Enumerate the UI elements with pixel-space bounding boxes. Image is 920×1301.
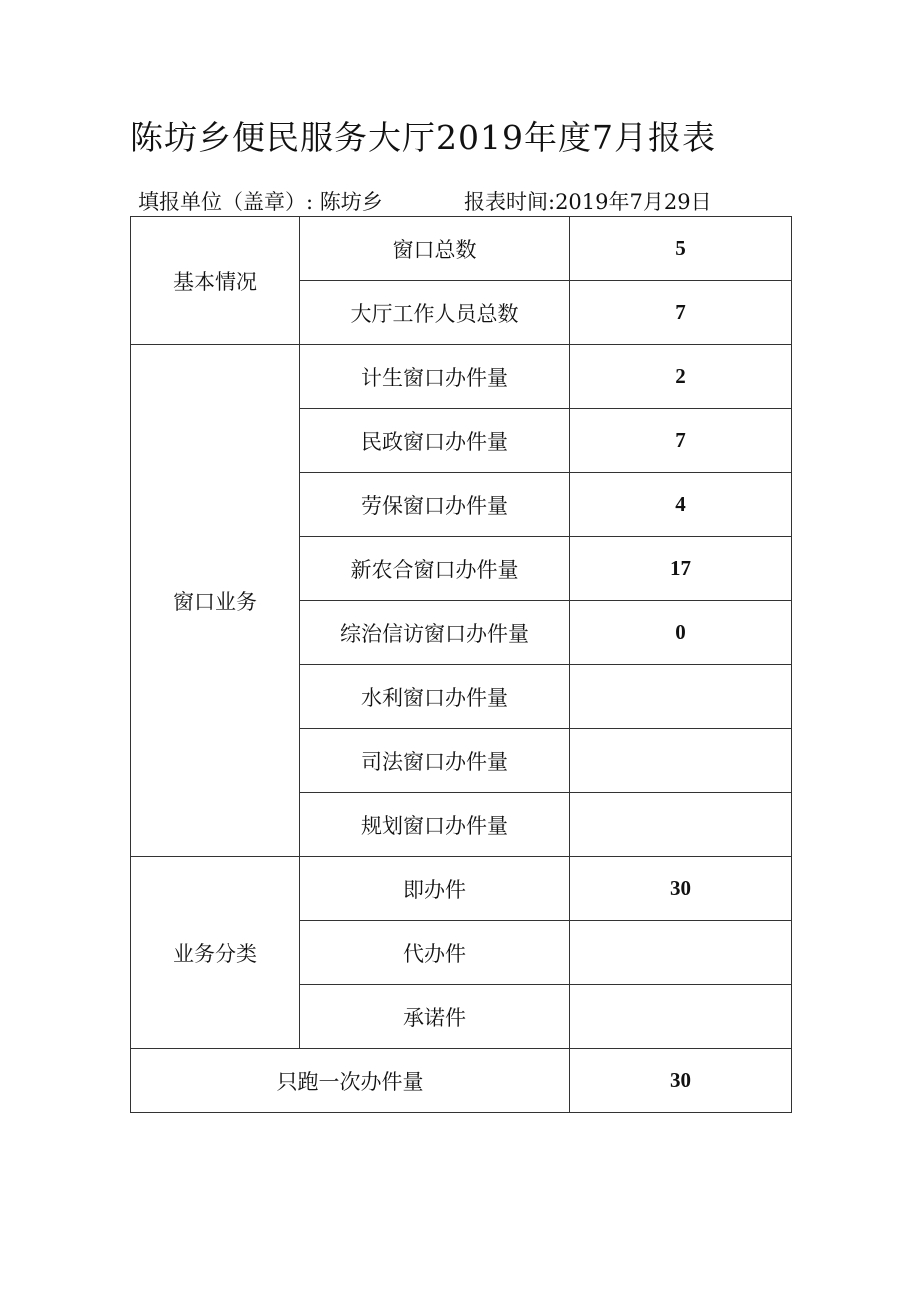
item-label: 劳保窗口办件量 xyxy=(300,473,570,537)
item-value: 30 xyxy=(570,857,792,921)
section-label-window: 窗口业务 xyxy=(131,345,300,857)
item-value: 7 xyxy=(570,409,792,473)
once-only-value: 30 xyxy=(570,1049,792,1113)
item-value: 5 xyxy=(570,217,792,281)
item-label: 大厅工作人员总数 xyxy=(300,281,570,345)
item-label: 综治信访窗口办件量 xyxy=(300,601,570,665)
table-row xyxy=(131,345,792,409)
item-label: 代办件 xyxy=(300,921,570,985)
report-table xyxy=(130,216,792,1113)
item-value xyxy=(570,985,792,1049)
once-only-label: 只跑一次办件量 xyxy=(131,1049,570,1113)
section-label-category: 业务分类 xyxy=(131,857,300,1049)
item-label: 水利窗口办件量 xyxy=(300,665,570,729)
item-value xyxy=(570,729,792,793)
item-label: 司法窗口办件量 xyxy=(300,729,570,793)
table-row xyxy=(131,857,792,921)
report-title: 陈坊乡便民服务大厅2019年度7月报表 xyxy=(130,118,716,157)
table-row xyxy=(131,1049,792,1113)
item-label: 新农合窗口办件量 xyxy=(300,537,570,601)
item-value: 0 xyxy=(570,601,792,665)
item-value: 2 xyxy=(570,345,792,409)
item-label: 计生窗口办件量 xyxy=(300,345,570,409)
reporting-unit: 填报单位（盖章）: 陈坊乡 xyxy=(138,190,383,214)
item-label: 规划窗口办件量 xyxy=(300,793,570,857)
section-label-basic: 基本情况 xyxy=(131,217,300,345)
table-row xyxy=(131,217,792,281)
item-label: 即办件 xyxy=(300,857,570,921)
item-value: 7 xyxy=(570,281,792,345)
item-value: 4 xyxy=(570,473,792,537)
item-value xyxy=(570,921,792,985)
item-label: 民政窗口办件量 xyxy=(300,409,570,473)
item-value xyxy=(570,665,792,729)
item-label: 窗口总数 xyxy=(300,217,570,281)
report-date: 报表时间:2019年7月29日 xyxy=(464,190,712,214)
item-value xyxy=(570,793,792,857)
item-label: 承诺件 xyxy=(300,985,570,1049)
item-value: 17 xyxy=(570,537,792,601)
